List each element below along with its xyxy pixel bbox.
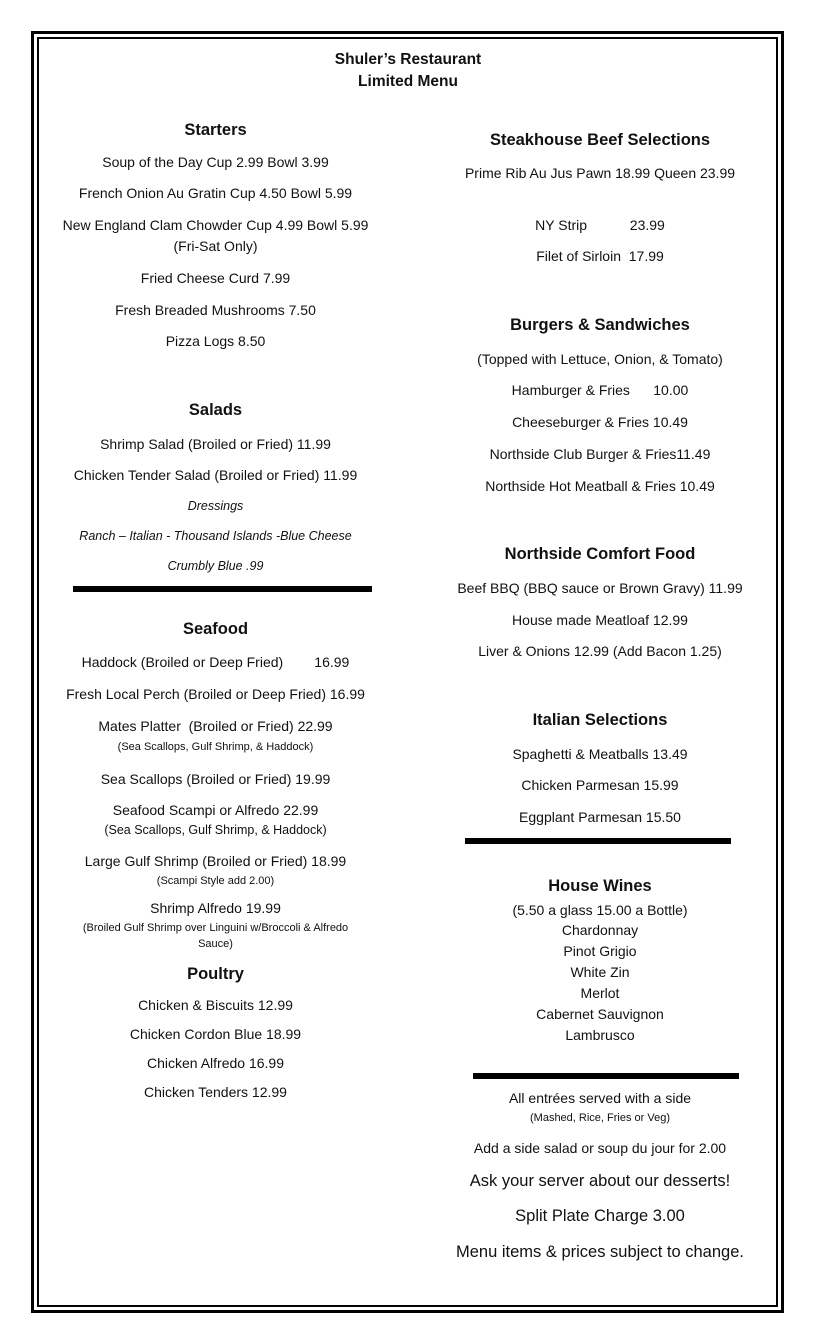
seafood-item: Mates Platter (Broiled or Fried) 22.99 (98, 718, 333, 734)
wine-item: White Zin (570, 964, 630, 980)
divider-rule (465, 838, 731, 844)
dressings-list: Ranch – Italian - Thousand Islands -Blue Cheese (79, 529, 352, 543)
starter-item: Soup of the Day Cup 2.99 Bowl 3.99 (102, 154, 329, 170)
wines-heading: House Wines (548, 877, 652, 895)
wine-price-note: (5.50 a glass 15.00 a Bottle) (512, 902, 688, 918)
poultry-item: Chicken Alfredo 16.99 (147, 1055, 284, 1071)
side-salad-note: Add a side salad or soup du jour for 2.00 (473, 1140, 727, 1156)
menu-subtitle: Limited Menu (358, 73, 458, 90)
wine-item: Lambrusco (565, 1027, 635, 1043)
seafood-note: (Broiled Gulf Shrimp over Linguini w/Broccoli & Alfredo (82, 922, 349, 934)
sides-note: All entrées served with a side (508, 1090, 692, 1106)
poultry-heading: Poultry (187, 965, 244, 983)
seafood-item: Haddock (Broiled or Deep Fried) 16.99 (81, 654, 350, 670)
disclaimer: Menu items & prices subject to change. (456, 1243, 744, 1261)
divider-rule (73, 586, 372, 592)
seafood-note: (Sea Scallops, Gulf Shrimp, & Haddock) (117, 741, 314, 753)
seafood-heading: Seafood (182, 620, 249, 638)
seafood-item: Large Gulf Shrimp (Broiled or Fried) 18.99 (84, 853, 347, 869)
desserts-note: Ask your server about our desserts! (469, 1172, 731, 1190)
split-plate-note: Split Plate Charge 3.00 (515, 1207, 685, 1225)
poultry-item: Chicken Cordon Blue 18.99 (129, 1026, 302, 1042)
divider-rule (473, 1073, 739, 1079)
burgers-heading: Burgers & Sandwiches (510, 316, 690, 334)
salad-item: Shrimp Salad (Broiled or Fried) 11.99 (100, 436, 331, 452)
steakhouse-heading: Steakhouse Beef Selections (489, 131, 711, 149)
salads-heading: Salads (188, 401, 243, 419)
starter-note: (Fri-Sat Only) (173, 238, 258, 254)
starter-item: Fried Cheese Curd 7.99 (140, 270, 291, 286)
crumbly-blue: Crumbly Blue .99 (167, 559, 264, 573)
starter-item: Fresh Breaded Mushrooms 7.50 (115, 302, 316, 318)
steak-item: Prime Rib Au Jus Pawn 18.99 Queen 23.99 (464, 165, 736, 181)
seafood-note: (Sea Scallops, Gulf Shrimp, & Haddock) (104, 823, 327, 837)
steak-item: NY Strip 23.99 (535, 217, 665, 233)
comfort-item: House made Meatloaf 12.99 (512, 612, 688, 628)
steak-item: Filet of Sirloin 17.99 (536, 248, 664, 264)
poultry-item: Chicken Tenders 12.99 (144, 1084, 287, 1100)
burger-item: Northside Hot Meatball & Fries 10.49 (485, 478, 715, 494)
menu-title: Shuler’s Restaurant (334, 51, 482, 68)
starter-item: Pizza Logs 8.50 (165, 333, 266, 349)
seafood-item: Sea Scallops (Broiled or Fried) 19.99 (100, 771, 331, 787)
comfort-item: Beef BBQ (BBQ sauce or Brown Gravy) 11.99 (457, 580, 743, 596)
wine-item: Merlot (580, 985, 620, 1001)
italian-item: Spaghetti & Meatballs 13.49 (512, 746, 688, 762)
seafood-item: Fresh Local Perch (Broiled or Deep Fried) 16.99 (66, 686, 365, 702)
seafood-note: (Scampi Style add 2.00) (156, 875, 275, 887)
starter-item: New England Clam Chowder Cup 4.99 Bowl 5.99 (62, 217, 369, 233)
comfort-heading: Northside Comfort Food (504, 545, 696, 563)
wine-item: Chardonnay (561, 922, 639, 938)
burger-note: (Topped with Lettuce, Onion, & Tomato) (477, 351, 723, 367)
burger-item: Hamburger & Fries 10.00 (511, 382, 689, 398)
italian-heading: Italian Selections (532, 711, 668, 729)
poultry-item: Chicken & Biscuits 12.99 (138, 997, 293, 1013)
comfort-item: Liver & Onions 12.99 (Add Bacon 1.25) (478, 643, 722, 659)
burger-item: Northside Club Burger & Fries11.49 (489, 446, 711, 462)
sides-options: (Mashed, Rice, Fries or Veg) (530, 1112, 670, 1124)
burger-item: Cheeseburger & Fries 10.49 (512, 414, 688, 430)
seafood-item: Seafood Scampi or Alfredo 22.99 (112, 802, 319, 818)
italian-item: Eggplant Parmesan 15.50 (519, 809, 681, 825)
italian-item: Chicken Parmesan 15.99 (521, 777, 679, 793)
salad-item: Chicken Tender Salad (Broiled or Fried) 11.99 (73, 467, 358, 483)
dressings-label: Dressings (187, 499, 244, 513)
wine-item: Cabernet Sauvignon (536, 1006, 664, 1022)
seafood-note: Sauce) (198, 938, 233, 950)
starters-heading: Starters (184, 121, 247, 139)
seafood-item: Shrimp Alfredo 19.99 (150, 900, 281, 916)
starter-item: French Onion Au Gratin Cup 4.50 Bowl 5.99 (78, 185, 353, 201)
wine-item: Pinot Grigio (563, 943, 637, 959)
